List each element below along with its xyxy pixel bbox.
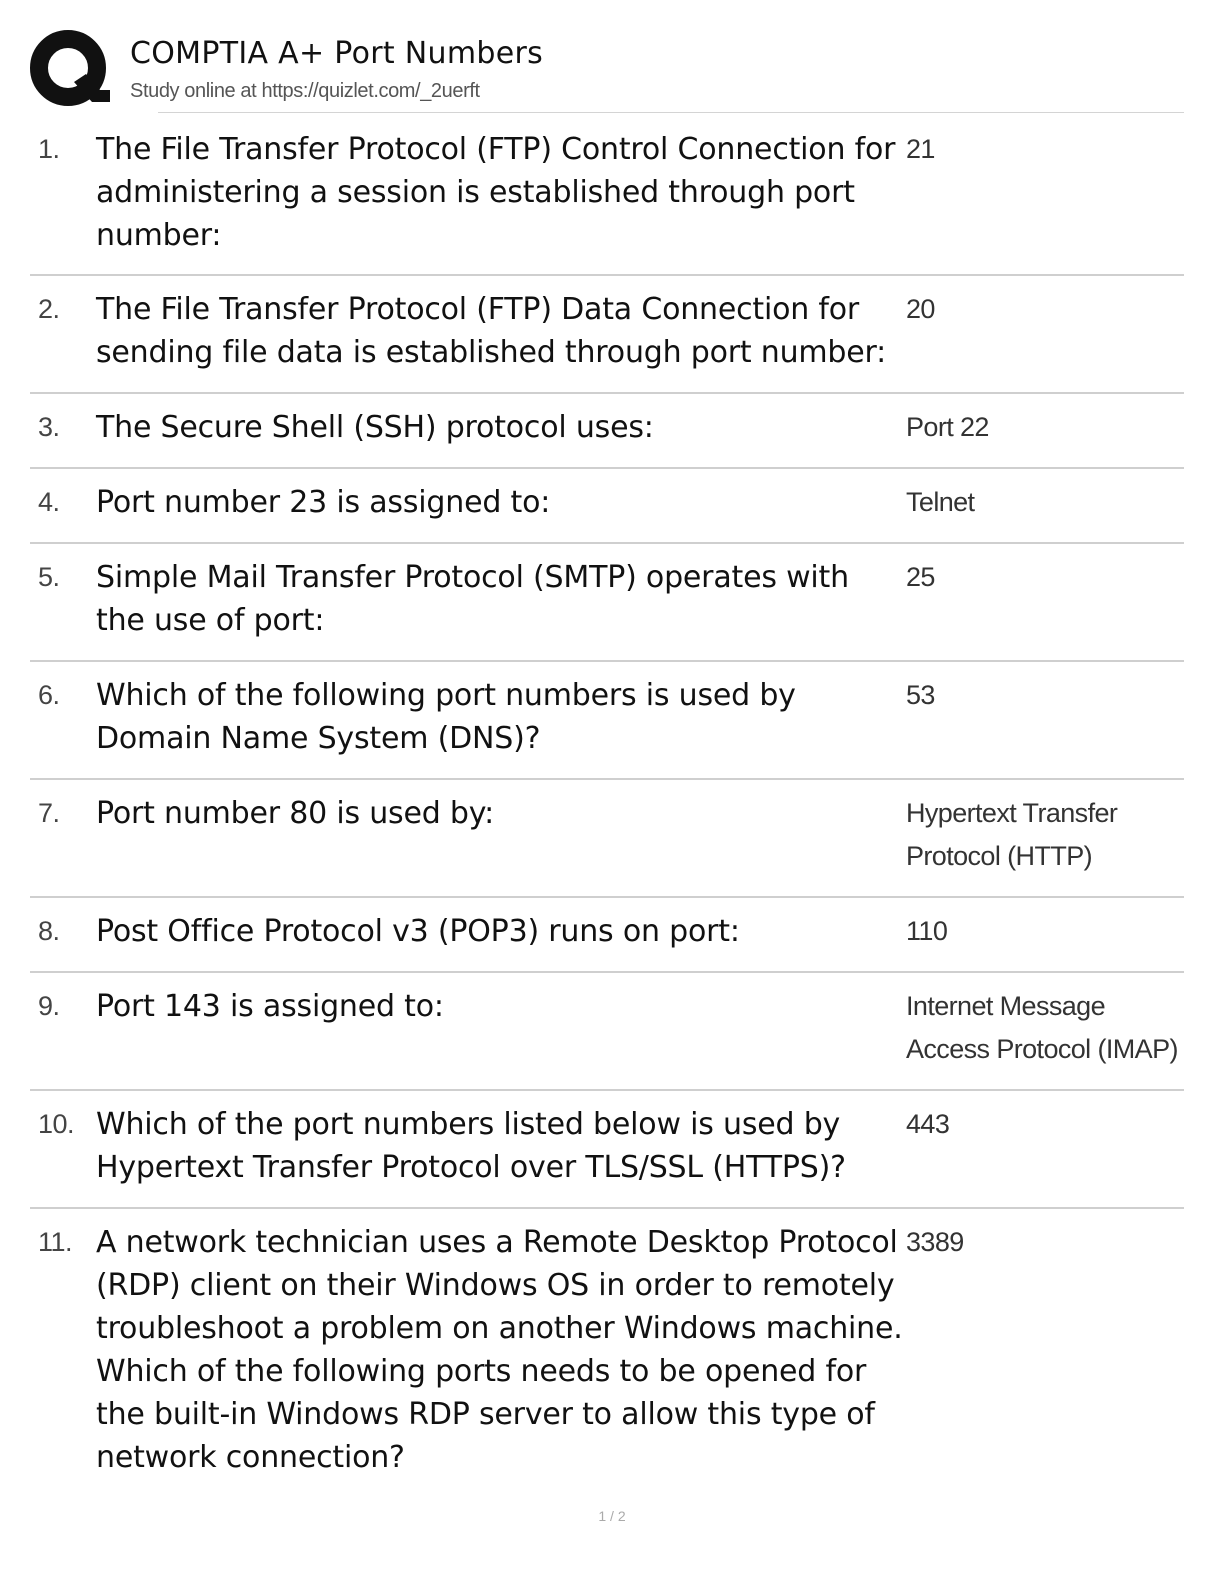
card-definition: Telnet [906,487,975,517]
card-term: Which of the port numbers listed below is used by Hypertext Transfer Protocol over TLS/SSL (HTTPS)? [96,1107,846,1185]
card-term: Which of the following port numbers is used by Domain Name System (DNS)? [96,678,796,756]
card-term: Port 143 is assigned to: [96,989,444,1024]
flashcard-row [30,276,1184,394]
card-number: 7. [38,798,60,828]
card-number: 11. [38,1227,73,1257]
card-definition: 25 [906,562,935,592]
card-term: The File Transfer Protocol (FTP) Control Connection for administering a session is established through port number: [96,132,896,253]
flashcard-row [30,469,1184,544]
page-title: COMPTIA A+ Port Numbers [130,36,544,71]
card-term: A network technician uses a Remote Desktop Protocol (RDP) client on their Windows OS in order to remotely troubleshoot a problem on another Windows machine. Which of the following ports needs to be opened for the built-in Windows RDP server to allow this type of network connection? [96,1225,903,1475]
card-definition: Port 22 [906,412,989,442]
study-online-link[interactable]: Study online at https://quizlet.com/_2uerft [130,80,480,102]
page-number: 1 / 2 [598,1508,626,1524]
card-number: 1. [38,134,60,164]
card-term: Simple Mail Transfer Protocol (SMTP) operates with the use of port: [96,560,849,638]
card-number: 5. [38,562,60,592]
card-term: Post Office Protocol v3 (POP3) runs on port: [96,914,740,949]
card-number: 8. [38,916,60,946]
card-definition: 443 [906,1109,950,1139]
flashcard-list [30,116,1184,1499]
flashcard-row [30,780,1184,898]
card-definition: 110 [906,916,948,946]
card-term: The File Transfer Protocol (FTP) Data Connection for sending file data is established through port number: [96,292,887,370]
card-term: Port number 80 is used by: [96,796,495,831]
page-header [30,28,1184,114]
quizlet-q-logo-icon [30,30,110,110]
card-definition: Internet Message Access Protocol (IMAP) [906,991,1178,1064]
card-number: 4. [38,487,60,517]
card-definition: 21 [906,134,935,164]
card-number: 3. [38,412,60,442]
card-number: 6. [38,680,60,710]
header-divider [158,112,1184,113]
card-number: 2. [38,294,60,324]
card-definition: 20 [906,294,935,324]
flashcard-row [30,662,1184,780]
card-term: Port number 23 is assigned to: [96,485,551,520]
card-definition: 53 [906,680,935,710]
card-term: The Secure Shell (SSH) protocol uses: [96,410,654,445]
card-definition: 3389 [906,1227,964,1257]
flashcard-row [30,116,1184,276]
flashcard-row [30,544,1184,662]
flashcard-row [30,394,1184,469]
card-definition: Hypertext Transfer Protocol (HTTP) [906,798,1118,871]
card-number: 10. [38,1109,75,1139]
flashcard-row [30,1091,1184,1209]
flashcard-row [30,1209,1184,1499]
flashcard-row [30,898,1184,973]
card-number: 9. [38,991,60,1021]
flashcard-row [30,973,1184,1091]
